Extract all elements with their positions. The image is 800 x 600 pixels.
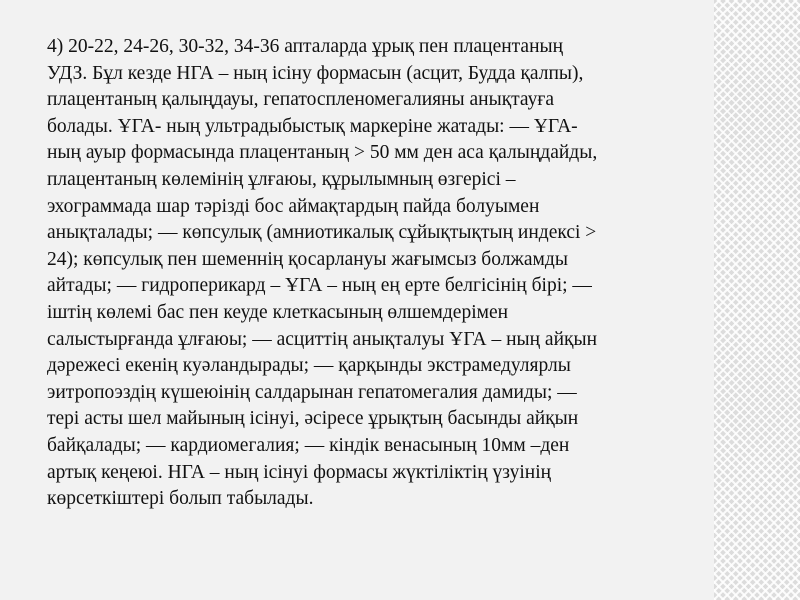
- decorative-side-band: [714, 0, 800, 600]
- text-line: дәрежесі екенің куәландырады; — қарқынды экстрамедулярлы: [47, 355, 571, 377]
- text-line: анықталады; — көпсулық (амниотикалық сұйықтықтың индексі >: [47, 222, 597, 244]
- text-line: болады. ҰГА- ның ультрадыбыстық маркеріне жатады: — ҰГА-: [47, 115, 578, 137]
- text-line: УДЗ. Бұл кезде НГА – ның ісіну формасын (асцит, Будда қалпы),: [47, 62, 584, 84]
- text-line: артық кеңеюі. НГА – ның ісінуі формасы жүктіліктің үзуінің: [47, 461, 552, 483]
- text-line: іштің көлемі бас пен кеуде клеткасының өлшемдерімен: [47, 301, 509, 323]
- text-line: ның ауыр формасында плацентаның > 50 мм ден аса қалыңдайды,: [47, 142, 598, 164]
- text-line: 24); көпсулық пен шеменнің қосарлануы жағымсыз болжамды: [47, 248, 568, 270]
- text-line: эитропоэздің күшеюінің салдарынан гепатомегалия дамиды; —: [47, 381, 577, 403]
- text-line: байқалады; — кардиомегалия; — кіндік венасының 10мм –ден: [47, 434, 570, 456]
- slide-body-text: [47, 34, 707, 513]
- text-line: плацентаның қалыңдауы, гепатоспленомегалияны анықтауға: [47, 89, 554, 111]
- text-line: салыстырғанда ұлғаюы; — асциттің анықталуы ҰГА – ның айқын: [47, 328, 598, 350]
- text-line: айтады; — гидроперикард – ҰГА – ның ең ерте белгісінің бірі; —: [47, 275, 592, 297]
- text-line: көрсеткіштері болып табылады.: [47, 488, 314, 510]
- text-line: 4) 20-22, 24-26, 30-32, 34-36 апталарда ұрық пен плацентаның: [47, 36, 564, 57]
- text-line: тері асты шел майының ісінуі, әсіресе ұрықтың басынды айқын: [47, 408, 579, 430]
- text-line: эхограммада шар тәрізді бос аймақтардың пайда болуымен: [47, 195, 540, 217]
- text-line: плацентаның көлемінің ұлғаюы, құрылымның өзгерісі –: [47, 168, 516, 190]
